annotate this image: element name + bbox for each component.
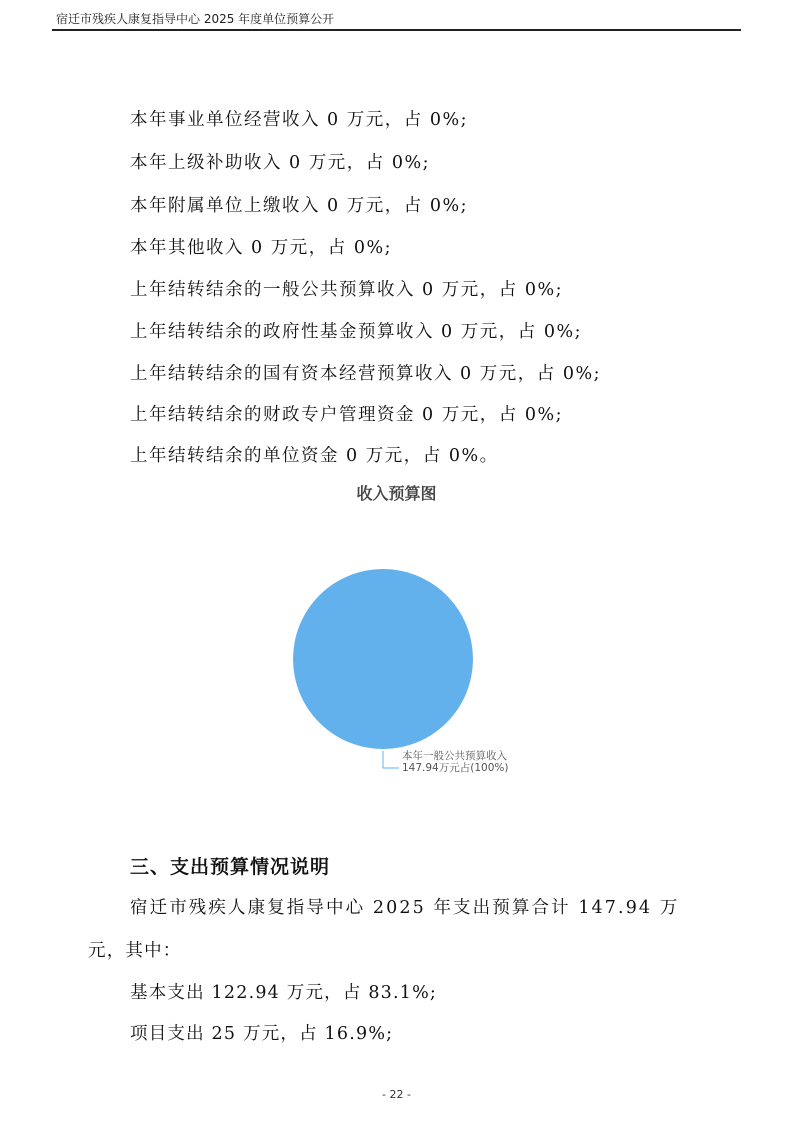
income-line-operating: 本年事业单位经营收入 0 万元，占 0%; bbox=[130, 110, 468, 130]
income-line-carryover-unit-funds: 上年结转结余的单位资金 0 万元，占 0%。 bbox=[130, 446, 499, 466]
income-line-other: 本年其他收入 0 万元，占 0%; bbox=[130, 238, 392, 258]
pie-slice-value-label: 147.94万元占(100%) bbox=[402, 762, 509, 774]
income-line-carryover-state-capital: 上年结转结余的国有资本经营预算收入 0 万元，占 0%; bbox=[130, 364, 601, 384]
income-line-carryover-fund: 上年结转结余的政府性基金预算收入 0 万元，占 0%; bbox=[130, 322, 582, 342]
expenditure-item-basic: 基本支出 122.94 万元，占 83.1%; bbox=[130, 983, 438, 1003]
income-line-carryover-general: 上年结转结余的一般公共预算收入 0 万元，占 0%; bbox=[130, 280, 563, 300]
pie-slice-0 bbox=[293, 569, 473, 749]
page-number: - 22 - bbox=[382, 1088, 411, 1101]
pie-leader-line bbox=[383, 751, 399, 768]
expenditure-intro-line2: 元，其中： bbox=[88, 941, 182, 961]
income-line-superior-subsidy: 本年上级补助收入 0 万元，占 0%; bbox=[130, 153, 430, 173]
pie-slice-label: 本年一般公共预算收入 bbox=[402, 750, 507, 762]
expenditure-intro-line1: 宿迁市残疾人康复指导中心 2025 年支出预算合计 147.94 万 bbox=[130, 898, 680, 918]
chart-title: 收入预算图 bbox=[356, 484, 437, 503]
section-heading-expenditure: 三、支出预算情况说明 bbox=[130, 856, 331, 878]
income-line-carryover-special-account: 上年结转结余的财政专户管理资金 0 万元，占 0%; bbox=[130, 405, 563, 425]
income-line-affiliated: 本年附属单位上缴收入 0 万元，占 0%; bbox=[130, 196, 468, 216]
page-header: 宿迁市残疾人康复指导中心 2025 年度单位预算公开 bbox=[56, 12, 335, 26]
expenditure-item-project: 项目支出 25 万元，占 16.9%; bbox=[130, 1024, 394, 1044]
